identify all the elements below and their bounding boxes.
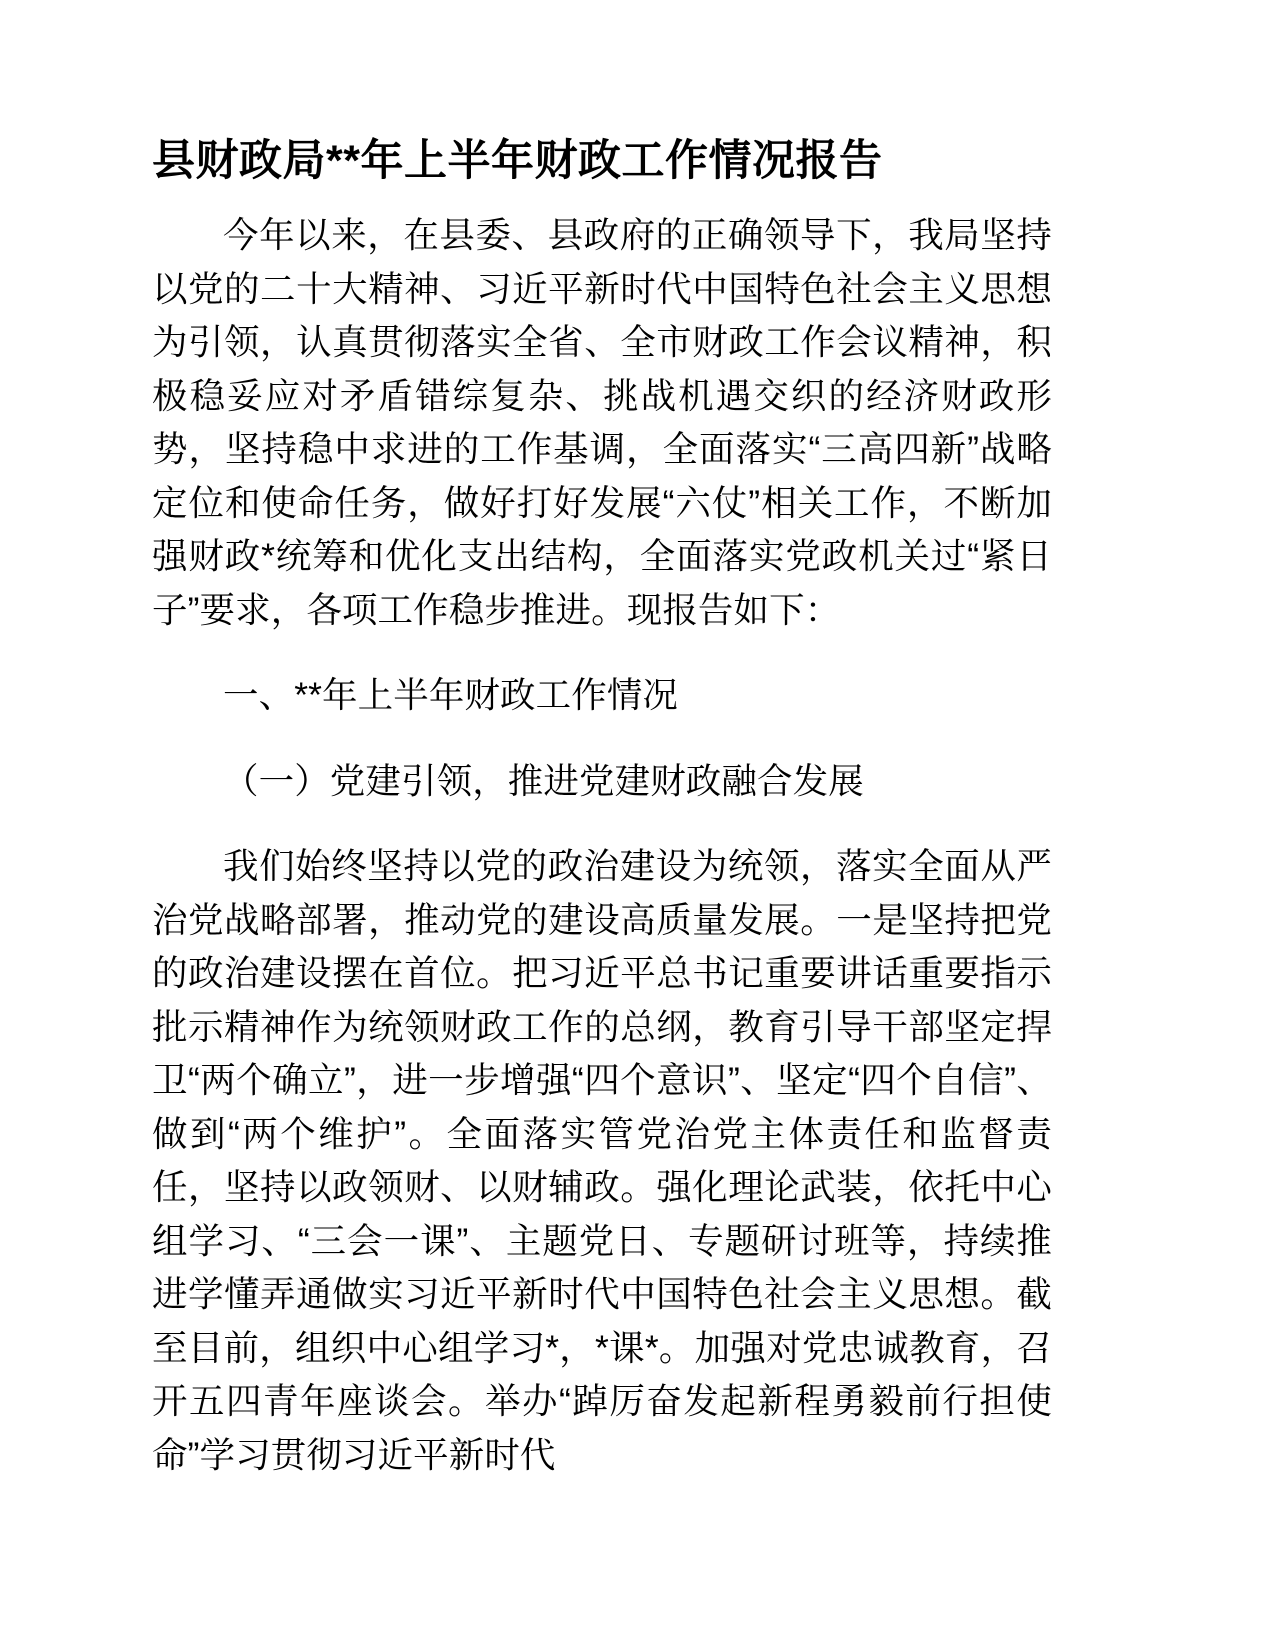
section-heading-one: 一、**年上半年财政工作情况 xyxy=(223,675,679,716)
paragraph-intro: 今年以来，在县委、县政府的正确领导下，我局坚持以党的二十大精神、习近平新时代中国特色社会主义思想为引领，认真贯彻落实全省、全市财政工作会议精神，积极稳妥应对矛盾错综复杂、挑战机遇交织的经济财政形势，坚持稳中求进的工作基调，全面落实“三高四新”战略定位和使命任务，做好打好发展“六仗”相关工作，不断加强财政*统筹和优化支出结构，全面落实党政机关过“紧日子”要求，各项工作稳步推进。现报告如下： xyxy=(152,215,1052,630)
document-content xyxy=(152,0,1052,1482)
subsection-heading-one: （一）党建引领，推进党建财政融合发展 xyxy=(223,760,864,801)
paragraph-party-building: 我们始终坚持以党的政治建设为统领，落实全面从严治党战略部署，推动党的建设高质量发展。一是坚持把党的政治建设摆在首位。把习近平总书记重要讲话重要指示批示精神作为统领财政工作的总纲，教育引导干部坚定捍卫“两个确立”，进一步增强“四个意识”、坚定“四个自信”、做到“两个维护”。全面落实管党治党主体责任和监督责任，坚持以政领财、以财辅政。强化理论武装，依托中心组学习、“三会一课”、主题党日、专题研讨班等，持续推进学懂弄通做实习近平新时代中国特色社会主义思想。截至目前，组织中心组学习*，*课*。加强对党忠诚教育，召开五四青年座谈会。举办“踔厉奋发起新程勇毅前行担使命”学习贯彻习近平新时代 xyxy=(152,846,1052,1475)
page-title: 县财政局**年上半年财政工作情况报告 xyxy=(152,137,883,185)
